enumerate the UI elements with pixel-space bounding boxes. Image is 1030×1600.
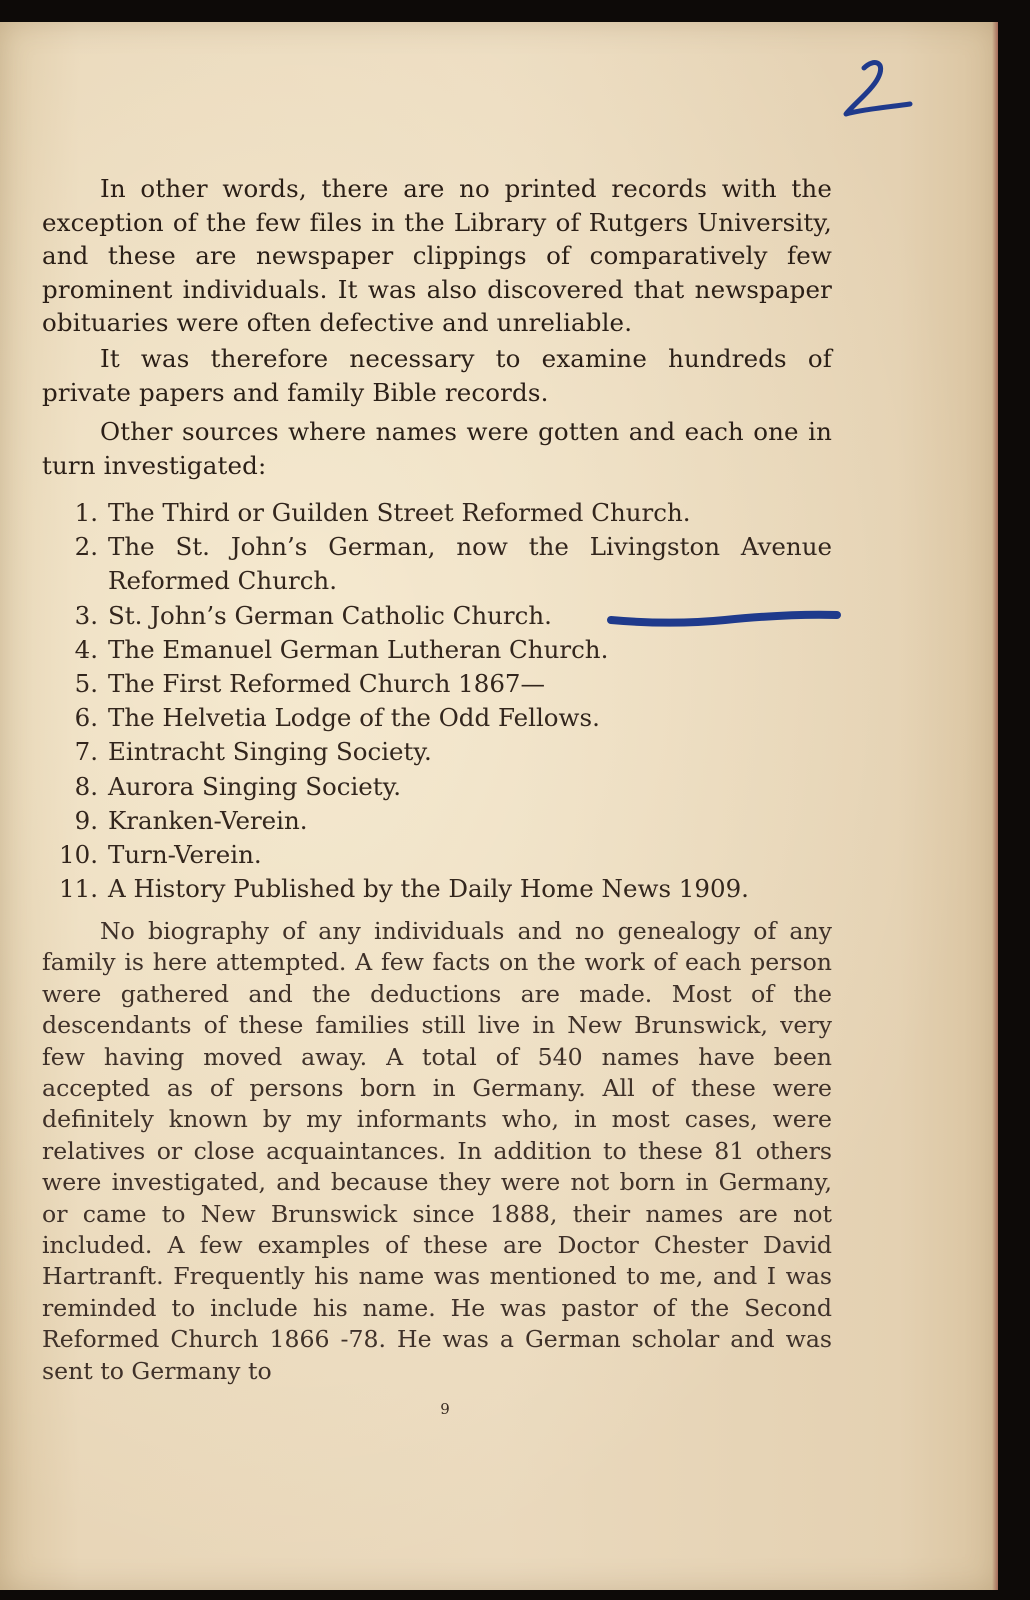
item-text: Kranken-Verein.	[108, 805, 308, 835]
item-text: The Third or Guilden Street Reformed Church.	[108, 498, 691, 527]
list-item	[42, 838, 832, 872]
list-item	[42, 633, 832, 667]
item-number: 5.	[74, 669, 98, 699]
handwritten-page-number	[840, 52, 920, 122]
item-text: Eintracht Singing Society.	[108, 737, 432, 767]
item-text: The St. John’s German, now the Livingston Avenue Reformed Church.	[108, 532, 832, 596]
paragraph-private-papers	[42, 342, 832, 409]
item-number: 1.	[74, 498, 98, 527]
paragraph-text: In other words, there are no printed records with the exception of the few files in the Library of Rutgers University, and these are newspaper clippings of comparatively few prominent individuals. It was also discovered that newspaper obituaries were often defective and unreliable.	[42, 174, 832, 337]
paragraph-closing	[42, 916, 832, 1387]
paragraph-text: No biography of any individuals and no genealogy of any family is here attempted. A few facts on the work of each person were gathered and the deductions are made. Most of the descendants of these families still live in New Brunswick, very few having moved away. A total of 540 names have been accepted as of persons born in Germany. All of these were definitely known by my informants who, in most cases, were relatives or close acquaintances. In addition to these 81 others were investigated, and because they were not born in Germany, or came to New Brunswick since 1888, their names are not included. A few examples of these are Doctor Chester David Hartranft. Frequently his name was mentioned to me, and I was reminded to include his name. He was pastor of the Second Reformed Church 1866 -78. He was a German scholar and was sent to Germany to	[42, 917, 832, 1385]
paragraph-text: Other sources where names were gotten and each one in turn investigated:	[42, 417, 832, 480]
item-number: 4.	[74, 634, 98, 664]
item-text: The First Reformed Church 1867—	[108, 669, 545, 699]
pen-underline-mark	[605, 605, 845, 629]
item-text: The Helvetia Lodge of the Odd Fellows.	[108, 703, 600, 733]
item-number: 10.	[59, 840, 98, 870]
paragraph-text: It was therefore necessary to examine hundreds of private papers and family Bible records.	[42, 344, 832, 407]
list-item	[42, 770, 832, 804]
item-number: 11.	[59, 874, 98, 904]
item-text: Turn-Verein.	[108, 840, 262, 870]
list-item	[42, 872, 832, 906]
list-item	[42, 804, 832, 838]
list-item	[42, 735, 832, 769]
book-page	[0, 22, 998, 1590]
item-text: A History Published by the Daily Home News 1909.	[108, 874, 749, 904]
item-number: 8.	[74, 771, 98, 801]
item-text: St. John’s German Catholic Church.	[108, 600, 552, 630]
item-number: 6.	[74, 703, 98, 733]
paragraph-records	[42, 172, 832, 340]
list-item	[42, 667, 832, 701]
item-text: Aurora Singing Society.	[108, 771, 402, 801]
item-number: 2.	[74, 532, 98, 562]
sources-list	[42, 496, 832, 906]
item-number: 9.	[74, 805, 98, 835]
list-item	[42, 496, 832, 530]
printed-page-number: 9	[440, 1400, 450, 1418]
item-number: 7.	[74, 737, 98, 767]
list-item	[42, 701, 832, 735]
item-text: The Emanuel German Lutheran Church.	[108, 634, 609, 664]
paragraph-other-sources	[42, 415, 832, 482]
list-item	[42, 530, 832, 598]
item-number: 3.	[74, 600, 98, 630]
